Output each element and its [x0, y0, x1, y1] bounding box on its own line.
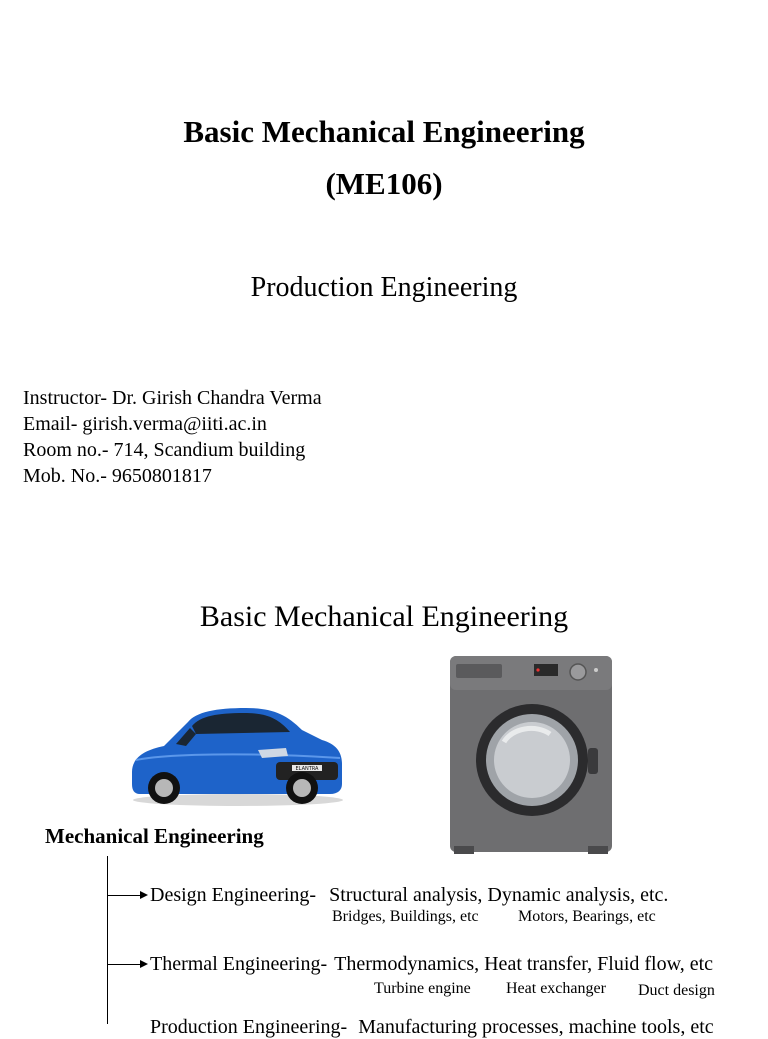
branch-thermal-label: Thermal Engineering-: [150, 953, 328, 975]
tree-branch-line-design: [107, 895, 143, 896]
instructor-mobile: Mob. No.- 9650801817: [23, 465, 212, 487]
branch-thermal-topics: Thermodynamics, Heat transfer, Fluid flow, etc: [334, 953, 714, 975]
arrow-icon: [140, 960, 148, 968]
tree-branch-line-thermal: [107, 964, 143, 965]
branch-production: [150, 1016, 714, 1039]
branch-thermal-example: Turbine engine: [374, 980, 471, 997]
branch-design: [150, 884, 668, 907]
branch-thermal: [150, 953, 713, 976]
tree-vertical-line: [107, 856, 108, 1024]
car-badge: ELANTRA: [295, 766, 319, 772]
instructor-room: Room no.- 714, Scandium building: [23, 439, 306, 461]
branch-thermal-example: Heat exchanger: [506, 980, 606, 997]
course-code: (ME106): [325, 166, 443, 201]
washing-machine-image: [446, 652, 618, 856]
branch-design-label: Design Engineering-: [150, 884, 317, 906]
instructor-info: [23, 385, 322, 489]
instructor-name: Instructor- Dr. Girish Chandra Verma: [23, 387, 322, 409]
branch-production-label: Production Engineering-: [150, 1016, 348, 1038]
section-title: Basic Mechanical Engineering: [199, 600, 569, 633]
branch-production-topics: Manufacturing processes, machine tools, etc: [358, 1016, 714, 1038]
branch-thermal-example: Duct design: [638, 982, 715, 999]
mechanical-engineering-label: Mechanical Engineering: [45, 824, 264, 848]
arrow-icon: [140, 891, 148, 899]
branch-design-example: Bridges, Buildings, etc: [332, 908, 479, 925]
car-image: [126, 700, 348, 810]
branch-design-topics: Structural analysis, Dynamic analysis, etc.: [329, 884, 669, 906]
topic-title: Production Engineering: [250, 272, 518, 303]
course-title: Basic Mechanical Engineering: [183, 114, 585, 149]
branch-design-example: Motors, Bearings, etc: [518, 908, 656, 925]
instructor-email: Email- girish.verma@iiti.ac.in: [23, 413, 267, 435]
